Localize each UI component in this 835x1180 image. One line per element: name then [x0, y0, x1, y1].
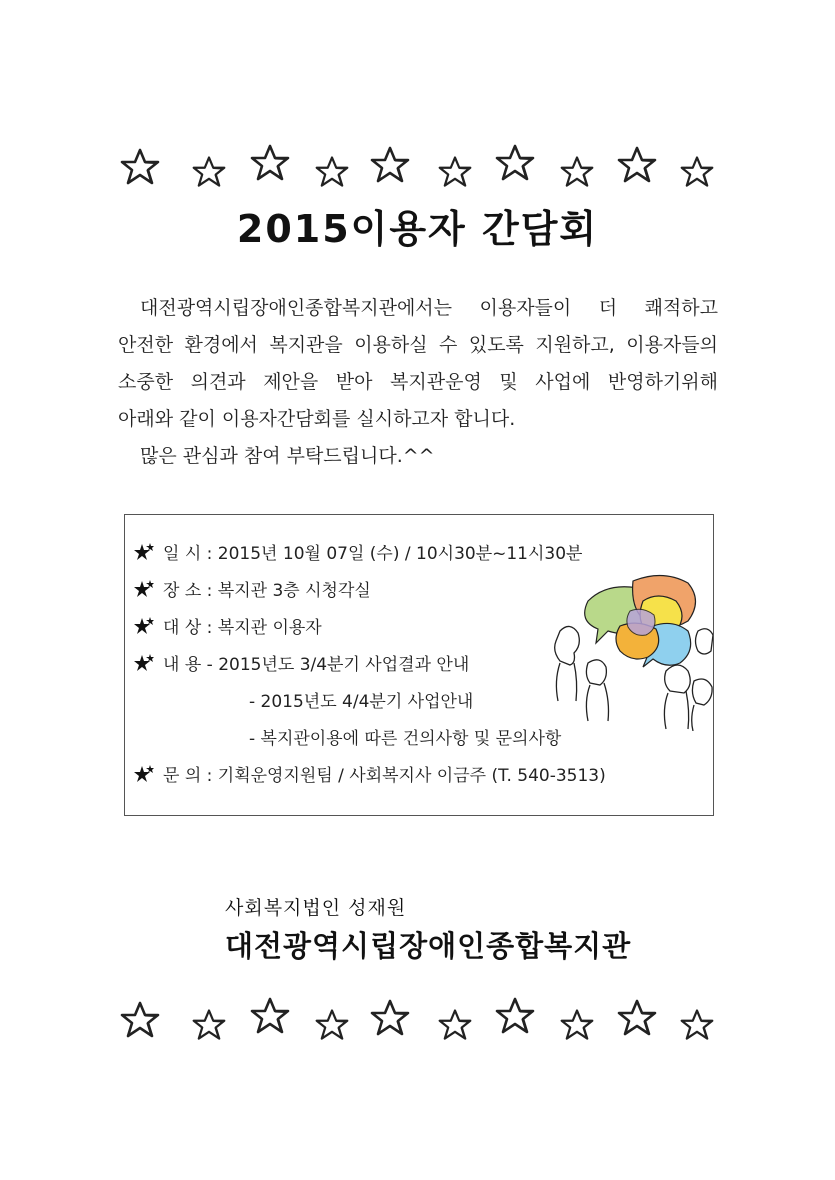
star-outline-icon [617, 145, 657, 185]
intro-line: 안전한 환경에서 복지관을 이용하실 수 있도록 지원하고, 이용자들의 [118, 334, 718, 356]
intro-line: 대전광역시립장애인종합복지관에서는 이용자들이 더 쾌적하고 [140, 297, 718, 319]
intro-line: 소중한 의견과 제안을 받아 복지관운영 및 사업에 반영하기위해 [118, 371, 718, 393]
star-outline-icon [438, 155, 472, 189]
sparkle-star-icon [133, 579, 155, 599]
info-target [133, 613, 322, 638]
star-outline-icon [617, 998, 657, 1038]
organization-name: 대전광역시립장애인종합복지관 [225, 929, 632, 963]
star-outline-icon [560, 155, 594, 189]
info-content-sub-text: - 복지관이용에 따른 건의사항 및 문의사항 [249, 729, 562, 749]
intro-line: 많은 관심과 참여 부탁드립니다.^^ [140, 445, 435, 467]
info-content-sub-text: - 2015년도 4/4분기 사업안내 [249, 692, 474, 712]
sparkle-star-icon [133, 653, 155, 673]
star-outline-icon [560, 1008, 594, 1042]
event-info-box [124, 514, 714, 816]
star-outline-icon [370, 145, 410, 185]
star-outline-icon [250, 996, 290, 1036]
info-place [133, 576, 371, 601]
info-datetime-text: 일 시 : 2015년 10월 07일 (수) / 10시30분~11시30분 [163, 544, 583, 564]
star-outline-icon [120, 1000, 160, 1040]
star-outline-icon [192, 155, 226, 189]
info-content-sub [133, 687, 473, 712]
intro-paragraph [118, 290, 718, 475]
intro-line: 아래와 같이 이용자간담회를 실시하고자 합니다. [118, 408, 516, 430]
star-outline-icon [370, 998, 410, 1038]
info-target-text: 대 상 : 복지관 이용자 [163, 618, 322, 638]
sparkle-star-icon [133, 616, 155, 636]
top-star-border [120, 143, 720, 193]
star-outline-icon [120, 147, 160, 187]
star-outline-icon [495, 996, 535, 1036]
sparkle-star-icon [133, 764, 155, 784]
info-content-sub [133, 724, 561, 749]
info-contact-text: 문 의 : 기획운영지원팀 / 사회복지사 이금주 (T. 540-3513) [163, 766, 606, 786]
star-outline-icon [315, 155, 349, 189]
info-content [133, 650, 469, 675]
star-outline-icon [315, 1008, 349, 1042]
info-contact [133, 761, 606, 786]
star-outline-icon [250, 143, 290, 183]
info-datetime [133, 539, 582, 564]
info-place-text: 장 소 : 복지관 3층 시청각실 [163, 581, 371, 601]
star-outline-icon [680, 1008, 714, 1042]
star-outline-icon [680, 155, 714, 189]
bottom-star-border [120, 996, 720, 1046]
people-speech-bubbles-illustration [548, 571, 713, 731]
page-title: 2015이용자 간담회 [236, 207, 599, 251]
sparkle-star-icon [133, 542, 155, 562]
organization-subtitle: 사회복지법인 성재원 [225, 897, 407, 919]
star-outline-icon [192, 1008, 226, 1042]
star-outline-icon [438, 1008, 472, 1042]
info-content-text: 내 용 - 2015년도 3/4분기 사업결과 안내 [163, 655, 470, 675]
star-outline-icon [495, 143, 535, 183]
